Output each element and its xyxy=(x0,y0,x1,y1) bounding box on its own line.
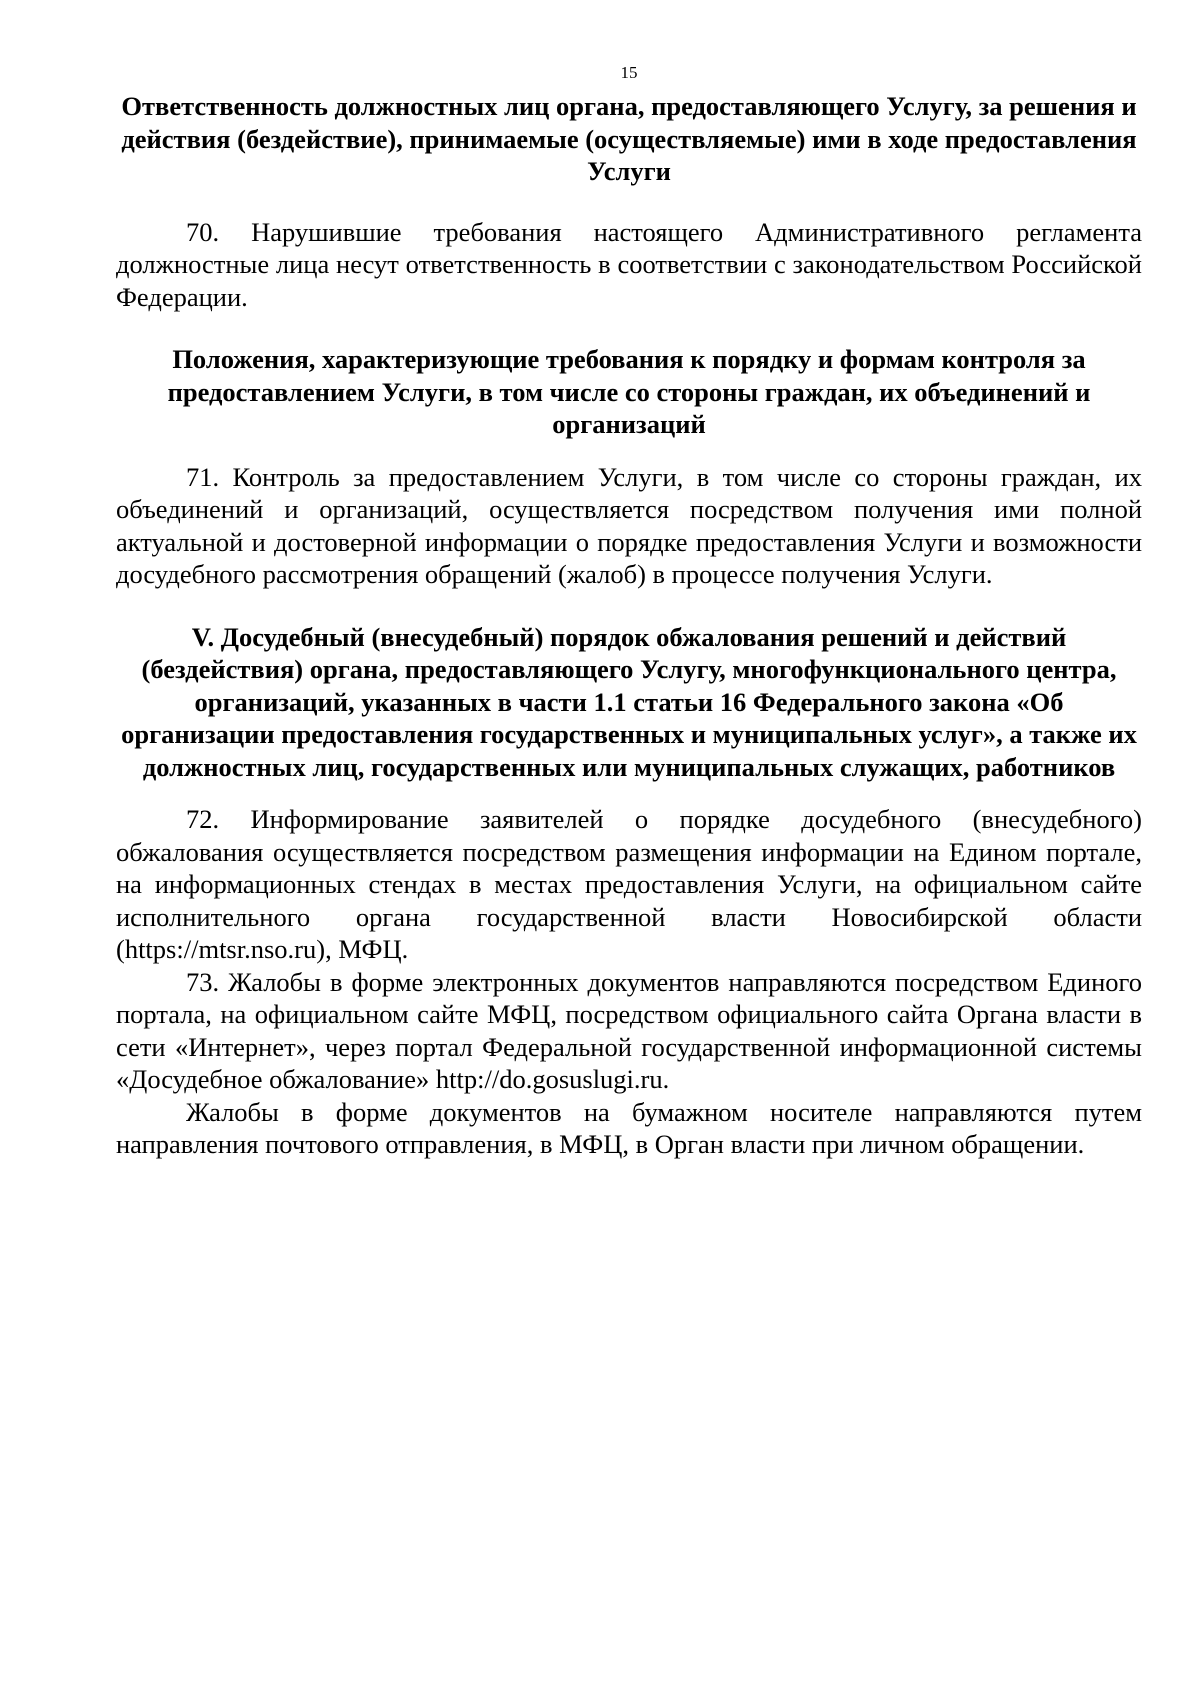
document-page xyxy=(116,62,1142,1161)
paragraph-71: 71. Контроль за предоставлением Услуги, в том числе со стороны граждан, их объединений и организаций, осуществляется посредством получения ими полной актуальной и достоверной информации о порядке предоставления Услуги и возможности досудебного рассмотрения обращений (жалоб) в процессе получения Услуги. xyxy=(116,461,1142,589)
section-heading-appeal: V. Досудебный (внесудебный) порядок обжалования решений и действий (бездействия) органа, предоставляющего Услугу, многофункционального центра, организаций, указанных в части 1.1 статьи 16 Федерального закона «Об организации предоставления государственных и муниципальных услуг», а также их должностных лиц, государственных или муниципальных служащих, работников xyxy=(121,621,1137,782)
section-heading-responsibility: Ответственность должностных лиц органа, предоставляющего Услугу, за решения и действия (бездействие), принимаемые (осуществляемые) ими в ходе предоставления Услуги xyxy=(121,91,1137,186)
section-heading-control: Положения, характеризующие требования к порядку и формам контроля за предоставлением Услуги, в том числе со стороны граждан, их объединений и организаций xyxy=(167,344,1091,439)
paragraph-73-continuation: Жалобы в форме документов на бумажном носителе направляются путем направления почтового отправления, в МФЦ, в Орган власти при личном обращении. xyxy=(116,1096,1142,1159)
paragraph-70: 70. Нарушившие требования настоящего Административного регламента должностные лица несут ответственность в соответствии с законодательством Российской Федерации. xyxy=(116,216,1142,312)
paragraph-73: 73. Жалобы в форме электронных документов направляются посредством Единого портала, на официальном сайте МФЦ, посредством официального сайта Органа власти в сети «Интернет», через портал Федеральной государственной информационной системы «Досудебное обжалование» http://do.gosuslugi.ru. xyxy=(116,966,1142,1094)
page-number: 15 xyxy=(620,63,638,82)
paragraph-72: 72. Информирование заявителей о порядке досудебного (внесудебного) обжалования осуществляется посредством размещения информации на Едином портале, на информационных стендах в местах предоставления Услуги, на официальном сайте исполнительного органа государственной власти Новосибирской области (https://mtsr.nso.ru), МФЦ. xyxy=(116,804,1142,964)
